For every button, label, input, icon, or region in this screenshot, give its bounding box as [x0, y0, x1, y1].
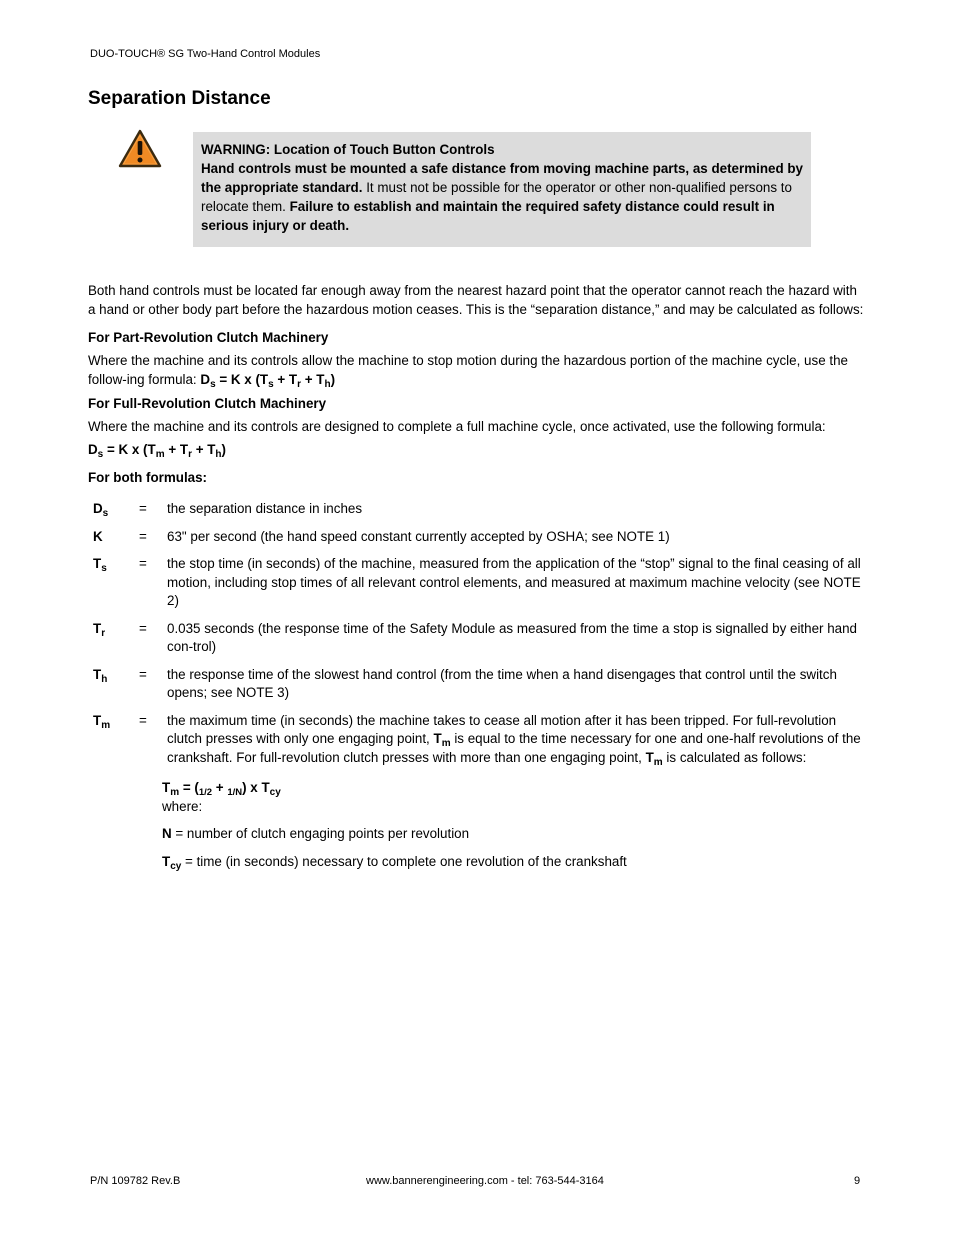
part-rev-text: Where the machine and its controls allow the machine to stop motion during the hazardous portion of the machine cycle, use the follow-ing formula:: [88, 353, 848, 387]
tm-formula-block: [162, 779, 868, 816]
symbol-tm: $T_m$: [93, 712, 111, 731]
warning-title: WARNING: Location of Touch Button Controls: [201, 142, 495, 157]
tm-formula: $T_m = (_{1/2} + _{1/N})$ x $T_{cy}$: [162, 780, 281, 798]
equals-sign: =: [139, 666, 147, 682]
full-rev-text: Where the machine and its controls are designed to complete a full machine cycle, once activated, use the following formula:: [88, 419, 826, 434]
n-definition: N = number of clutch engaging points per revolution: [162, 826, 470, 841]
definition-ds: [88, 500, 868, 519]
part-rev-paragraph: [88, 352, 868, 389]
definition-text: 63" per second (the hand speed constant currently accepted by OSHA; see NOTE 1): [167, 528, 670, 544]
definition-text: 0.035 seconds (the response time of the Safety Module as measured from the time a stop is signalled by either hand con-trol): [167, 620, 858, 654]
full-rev-heading: For Full-Revolution Clutch Machinery: [88, 396, 327, 411]
footer-contact: www.bannerengineering.com - tel: 763-544-3164: [366, 1175, 604, 1187]
definition-k: [88, 528, 868, 547]
definition-tr: [88, 620, 868, 657]
definition-th: [88, 666, 868, 703]
intro-paragraph: Both hand controls must be located far enough away from the nearest hazard point that the operator cannot reach the hazard with a hand or other body part before the hazardous motion ceases. This is the “separation distance,” and may be calculated as follows:: [88, 283, 864, 317]
footer-part-number: P/N 109782 Rev.B: [90, 1175, 181, 1187]
warning-text: [201, 159, 803, 235]
footer-page-number: 9: [854, 1175, 861, 1187]
symbol-ds: $D_s$: [93, 501, 109, 519]
symbol-k: K: [93, 528, 103, 544]
equals-sign: =: [139, 556, 147, 571]
definition-text: the stop time (in seconds) of the machine, measured from the application of the “stop” signal to the final ceasing of all motion, including stop times of all relevant control elements, and measured at maximum machine velocity (see NOTE 2): [167, 556, 861, 608]
equals-sign: =: [139, 528, 147, 544]
equals-sign: =: [139, 712, 147, 728]
warning-text-1: It must not be possible for the operator or other non-qualified persons to relocate them.: [201, 180, 792, 214]
running-header: DUO-TOUCH® SG Two-Hand Control Modules: [90, 48, 321, 60]
full-rev-formula: $D_s = K$ x $(T_m + T_r + T_h)$: [88, 442, 226, 460]
where-label: where:: [162, 798, 203, 814]
both-formulas-heading: For both formulas:: [88, 470, 208, 485]
part-rev-formula: $D_s = K$ x $(T_s + T_r + T_h)$: [200, 371, 336, 390]
equals-sign: =: [139, 620, 147, 636]
symbol-ts: $T_s$: [93, 556, 107, 574]
warning-bold-2: Failure to establish and maintain the required safety distance could result in serious injury or death.: [201, 199, 775, 233]
part-rev-heading: For Part-Revolution Clutch Machinery: [88, 330, 329, 345]
tcy-definition: $T_{cy}$ = time (in seconds) necessary to complete one revolution of the crankshaft: [162, 853, 627, 872]
symbol-tr: $T_r$: [93, 620, 106, 639]
section-title: Separation Distance: [88, 88, 271, 109]
definition-text: the response time of the slowest hand control (from the time when a hand disengages that control until the switch opens; see NOTE 3): [167, 666, 837, 700]
definition-text: the maximum time (in seconds) the machine takes to cease all motion after it has been tripped. For full-revolution clutch presses with only one engaging point, $T_m$ is equal to the time necessary for one and one-half revolutions of the crankshaft. For full-revolution clutch presses with more than one engaging point, $T_m$ is calculated as follows:: [167, 712, 861, 768]
definitions-list: [88, 500, 868, 871]
definition-tm: [88, 712, 868, 768]
warning-bold-1: Hand controls must be mounted a safe distance from moving machine parts, as determined by the appropriate standard.: [201, 161, 803, 195]
equals-sign: =: [139, 501, 147, 516]
definition-ts: [88, 555, 868, 611]
symbol-th: $T_h$: [93, 666, 108, 685]
definition-text: the separation distance in inches: [167, 501, 363, 516]
warning-triangle-icon: [117, 128, 163, 170]
warning-box: [193, 132, 811, 247]
